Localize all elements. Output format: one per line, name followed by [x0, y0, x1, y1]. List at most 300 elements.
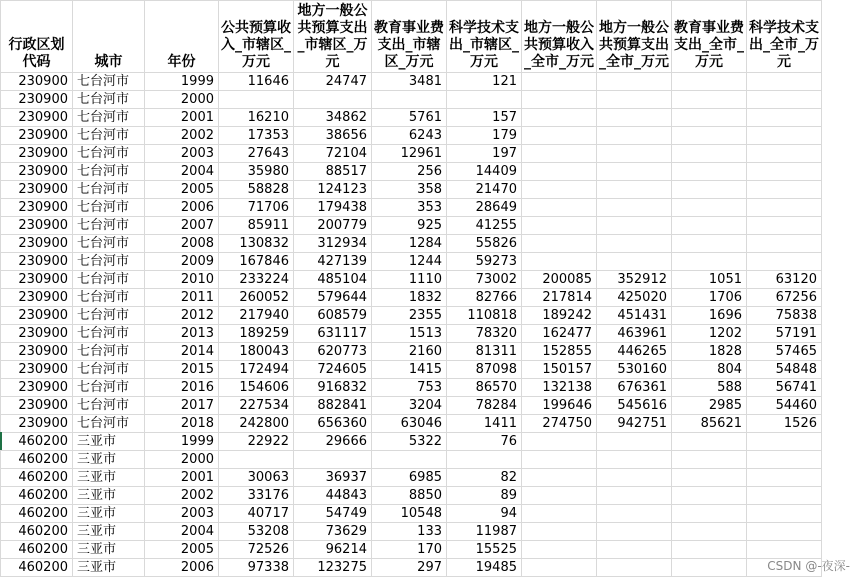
- table-cell[interactable]: [597, 127, 672, 145]
- table-cell[interactable]: [597, 109, 672, 127]
- table-cell[interactable]: [672, 433, 747, 451]
- table-cell[interactable]: 2009: [145, 253, 219, 271]
- table-cell[interactable]: 446265: [597, 343, 672, 361]
- table-cell[interactable]: [672, 451, 747, 469]
- table-cell[interactable]: 8850: [372, 487, 447, 505]
- header-cell[interactable]: 公共预算收入_市辖区_万元: [219, 1, 294, 73]
- table-cell[interactable]: 54460: [747, 397, 822, 415]
- table-cell[interactable]: 5322: [372, 433, 447, 451]
- table-cell[interactable]: 170: [372, 541, 447, 559]
- table-cell[interactable]: [747, 253, 822, 271]
- table-cell[interactable]: [522, 73, 597, 91]
- table-cell[interactable]: 三亚市: [73, 487, 145, 505]
- table-cell[interactable]: [672, 469, 747, 487]
- table-cell[interactable]: 82766: [447, 289, 522, 307]
- table-cell[interactable]: 2010: [145, 271, 219, 289]
- table-cell[interactable]: 3204: [372, 397, 447, 415]
- header-cell[interactable]: 教育事业费支出_全市_万元: [672, 1, 747, 73]
- table-cell[interactable]: [522, 181, 597, 199]
- table-cell[interactable]: 1244: [372, 253, 447, 271]
- table-cell[interactable]: 110818: [447, 307, 522, 325]
- table-cell[interactable]: 631117: [294, 325, 372, 343]
- table-cell[interactable]: 七台河市: [73, 199, 145, 217]
- table-cell[interactable]: 21470: [447, 181, 522, 199]
- table-cell[interactable]: 29666: [294, 433, 372, 451]
- table-cell[interactable]: 2000: [145, 451, 219, 469]
- table-cell[interactable]: 1202: [672, 325, 747, 343]
- table-cell[interactable]: 942751: [597, 415, 672, 433]
- table-cell[interactable]: 2011: [145, 289, 219, 307]
- table-cell[interactable]: [522, 199, 597, 217]
- table-cell[interactable]: 七台河市: [73, 181, 145, 199]
- table-cell[interactable]: 七台河市: [73, 73, 145, 91]
- table-cell[interactable]: 230900: [1, 109, 73, 127]
- table-cell[interactable]: 256: [372, 163, 447, 181]
- table-cell[interactable]: 16210: [219, 109, 294, 127]
- table-cell[interactable]: 230900: [1, 235, 73, 253]
- table-cell[interactable]: [672, 145, 747, 163]
- table-cell[interactable]: 七台河市: [73, 163, 145, 181]
- table-cell[interactable]: 57191: [747, 325, 822, 343]
- table-cell[interactable]: 41255: [447, 217, 522, 235]
- table-cell[interactable]: 97338: [219, 559, 294, 577]
- table-cell[interactable]: [672, 73, 747, 91]
- table-cell[interactable]: 121: [447, 73, 522, 91]
- table-cell[interactable]: [597, 217, 672, 235]
- table-cell[interactable]: 608579: [294, 307, 372, 325]
- table-cell[interactable]: 312934: [294, 235, 372, 253]
- table-cell[interactable]: 463961: [597, 325, 672, 343]
- table-cell[interactable]: [747, 127, 822, 145]
- table-cell[interactable]: 78320: [447, 325, 522, 343]
- table-cell[interactable]: 2355: [372, 307, 447, 325]
- table-cell[interactable]: 七台河市: [73, 307, 145, 325]
- table-cell[interactable]: 22922: [219, 433, 294, 451]
- table-cell[interactable]: [672, 541, 747, 559]
- table-cell[interactable]: 6243: [372, 127, 447, 145]
- table-cell[interactable]: 230900: [1, 217, 73, 235]
- table-cell[interactable]: 1513: [372, 325, 447, 343]
- table-cell[interactable]: 230900: [1, 415, 73, 433]
- table-cell[interactable]: [747, 469, 822, 487]
- table-cell[interactable]: 200085: [522, 271, 597, 289]
- table-cell[interactable]: 189242: [522, 307, 597, 325]
- header-cell[interactable]: 行政区划代码: [1, 1, 73, 73]
- table-cell[interactable]: 2017: [145, 397, 219, 415]
- table-cell[interactable]: [597, 487, 672, 505]
- table-cell[interactable]: [522, 469, 597, 487]
- table-cell[interactable]: 58828: [219, 181, 294, 199]
- table-cell[interactable]: 七台河市: [73, 109, 145, 127]
- table-cell[interactable]: [597, 451, 672, 469]
- table-cell[interactable]: [597, 199, 672, 217]
- table-cell[interactable]: [597, 145, 672, 163]
- table-cell[interactable]: [747, 433, 822, 451]
- table-cell[interactable]: 230900: [1, 127, 73, 145]
- table-cell[interactable]: 40717: [219, 505, 294, 523]
- table-cell[interactable]: 2005: [145, 541, 219, 559]
- table-cell[interactable]: 七台河市: [73, 253, 145, 271]
- header-cell[interactable]: 科学技术支出_市辖区_万元: [447, 1, 522, 73]
- table-cell[interactable]: 753: [372, 379, 447, 397]
- table-cell[interactable]: 55826: [447, 235, 522, 253]
- table-cell[interactable]: 17353: [219, 127, 294, 145]
- table-cell[interactable]: 230900: [1, 307, 73, 325]
- table-cell[interactable]: 804: [672, 361, 747, 379]
- table-cell[interactable]: 724605: [294, 361, 372, 379]
- table-cell[interactable]: [672, 253, 747, 271]
- table-cell[interactable]: 19485: [447, 559, 522, 577]
- table-cell[interactable]: 七台河市: [73, 325, 145, 343]
- table-cell[interactable]: [522, 109, 597, 127]
- table-cell[interactable]: [747, 109, 822, 127]
- table-cell[interactable]: 130832: [219, 235, 294, 253]
- table-cell[interactable]: [672, 235, 747, 253]
- table-cell[interactable]: 157: [447, 109, 522, 127]
- table-cell[interactable]: 63120: [747, 271, 822, 289]
- table-cell[interactable]: [597, 73, 672, 91]
- table-cell[interactable]: [747, 217, 822, 235]
- header-cell[interactable]: 地方一般公共预算支出_全市_万元: [597, 1, 672, 73]
- table-cell[interactable]: [447, 91, 522, 109]
- table-cell[interactable]: 七台河市: [73, 289, 145, 307]
- table-cell[interactable]: [447, 451, 522, 469]
- table-cell[interactable]: [522, 505, 597, 523]
- table-cell[interactable]: [672, 127, 747, 145]
- table-cell[interactable]: 230900: [1, 199, 73, 217]
- table-cell[interactable]: 2015: [145, 361, 219, 379]
- table-cell[interactable]: 67256: [747, 289, 822, 307]
- table-cell[interactable]: [747, 199, 822, 217]
- table-cell[interactable]: [672, 163, 747, 181]
- table-cell[interactable]: 2004: [145, 523, 219, 541]
- table-cell[interactable]: [522, 145, 597, 163]
- table-cell[interactable]: 73629: [294, 523, 372, 541]
- table-cell[interactable]: 242800: [219, 415, 294, 433]
- table-cell[interactable]: 85911: [219, 217, 294, 235]
- table-cell[interactable]: [747, 181, 822, 199]
- table-cell[interactable]: 1696: [672, 307, 747, 325]
- table-cell[interactable]: 38656: [294, 127, 372, 145]
- table-cell[interactable]: 44843: [294, 487, 372, 505]
- table-cell[interactable]: 297: [372, 559, 447, 577]
- table-cell[interactable]: [597, 559, 672, 577]
- table-cell[interactable]: 167846: [219, 253, 294, 271]
- table-cell[interactable]: 620773: [294, 343, 372, 361]
- table-cell[interactable]: 56741: [747, 379, 822, 397]
- table-cell[interactable]: [597, 163, 672, 181]
- table-cell[interactable]: 485104: [294, 271, 372, 289]
- table-cell[interactable]: 1706: [672, 289, 747, 307]
- table-cell[interactable]: 10548: [372, 505, 447, 523]
- table-cell[interactable]: 96214: [294, 541, 372, 559]
- table-cell[interactable]: 152855: [522, 343, 597, 361]
- table-cell[interactable]: 85621: [672, 415, 747, 433]
- table-cell[interactable]: 179438: [294, 199, 372, 217]
- table-cell[interactable]: 七台河市: [73, 361, 145, 379]
- table-cell[interactable]: [522, 523, 597, 541]
- table-cell[interactable]: 230900: [1, 145, 73, 163]
- table-cell[interactable]: 2985: [672, 397, 747, 415]
- table-cell[interactable]: 274750: [522, 415, 597, 433]
- table-cell[interactable]: 七台河市: [73, 415, 145, 433]
- table-cell[interactable]: 57465: [747, 343, 822, 361]
- table-cell[interactable]: 230900: [1, 253, 73, 271]
- table-cell[interactable]: 11646: [219, 73, 294, 91]
- table-cell[interactable]: 133: [372, 523, 447, 541]
- table-cell[interactable]: [672, 505, 747, 523]
- table-cell[interactable]: [747, 91, 822, 109]
- table-cell[interactable]: [747, 505, 822, 523]
- table-cell[interactable]: 2003: [145, 145, 219, 163]
- table-cell[interactable]: 82: [447, 469, 522, 487]
- table-cell[interactable]: 230900: [1, 181, 73, 199]
- table-cell[interactable]: [522, 217, 597, 235]
- table-cell[interactable]: 2006: [145, 559, 219, 577]
- table-cell[interactable]: 三亚市: [73, 433, 145, 451]
- table-cell[interactable]: [747, 235, 822, 253]
- table-cell[interactable]: 七台河市: [73, 379, 145, 397]
- table-cell[interactable]: 七台河市: [73, 271, 145, 289]
- table-cell[interactable]: [597, 235, 672, 253]
- table-cell[interactable]: 三亚市: [73, 469, 145, 487]
- table-cell[interactable]: 2000: [145, 91, 219, 109]
- table-cell[interactable]: 1415: [372, 361, 447, 379]
- table-cell[interactable]: [597, 469, 672, 487]
- table-cell[interactable]: 230900: [1, 379, 73, 397]
- table-cell[interactable]: [219, 91, 294, 109]
- table-cell[interactable]: 358: [372, 181, 447, 199]
- table-cell[interactable]: [522, 541, 597, 559]
- table-cell[interactable]: 35980: [219, 163, 294, 181]
- table-cell[interactable]: [522, 433, 597, 451]
- table-cell[interactable]: [747, 487, 822, 505]
- table-cell[interactable]: [672, 559, 747, 577]
- table-cell[interactable]: 59273: [447, 253, 522, 271]
- table-cell[interactable]: 230900: [1, 271, 73, 289]
- table-cell[interactable]: 76: [447, 433, 522, 451]
- table-cell[interactable]: 63046: [372, 415, 447, 433]
- table-cell[interactable]: 34862: [294, 109, 372, 127]
- table-cell[interactable]: 72526: [219, 541, 294, 559]
- table-cell[interactable]: [672, 91, 747, 109]
- table-cell[interactable]: [597, 541, 672, 559]
- table-cell[interactable]: 197: [447, 145, 522, 163]
- table-cell[interactable]: 2016: [145, 379, 219, 397]
- table-cell[interactable]: 三亚市: [73, 541, 145, 559]
- table-cell[interactable]: [522, 487, 597, 505]
- table-cell[interactable]: 2007: [145, 217, 219, 235]
- table-cell[interactable]: 78284: [447, 397, 522, 415]
- table-cell[interactable]: [372, 451, 447, 469]
- table-cell[interactable]: 150157: [522, 361, 597, 379]
- table-cell[interactable]: 230900: [1, 325, 73, 343]
- table-cell[interactable]: 36937: [294, 469, 372, 487]
- table-cell[interactable]: 71706: [219, 199, 294, 217]
- table-cell[interactable]: 217814: [522, 289, 597, 307]
- table-cell[interactable]: 54848: [747, 361, 822, 379]
- table-cell[interactable]: 27643: [219, 145, 294, 163]
- table-cell[interactable]: 230900: [1, 361, 73, 379]
- table-cell[interactable]: 676361: [597, 379, 672, 397]
- table-cell[interactable]: 2002: [145, 127, 219, 145]
- table-cell[interactable]: 451431: [597, 307, 672, 325]
- table-cell[interactable]: 154606: [219, 379, 294, 397]
- table-cell[interactable]: 88517: [294, 163, 372, 181]
- table-cell[interactable]: 230900: [1, 289, 73, 307]
- table-cell[interactable]: [597, 91, 672, 109]
- table-cell[interactable]: 2160: [372, 343, 447, 361]
- table-cell[interactable]: 30063: [219, 469, 294, 487]
- table-cell[interactable]: 579644: [294, 289, 372, 307]
- table-cell[interactable]: 427139: [294, 253, 372, 271]
- table-cell[interactable]: 1051: [672, 271, 747, 289]
- table-cell[interactable]: 七台河市: [73, 235, 145, 253]
- table-cell[interactable]: 2018: [145, 415, 219, 433]
- table-cell[interactable]: 72104: [294, 145, 372, 163]
- table-cell[interactable]: 916832: [294, 379, 372, 397]
- table-cell[interactable]: 94: [447, 505, 522, 523]
- table-cell[interactable]: 三亚市: [73, 451, 145, 469]
- table-cell[interactable]: [294, 451, 372, 469]
- table-cell[interactable]: [372, 91, 447, 109]
- table-cell[interactable]: [522, 91, 597, 109]
- table-cell[interactable]: 2008: [145, 235, 219, 253]
- table-cell[interactable]: 460200: [1, 523, 73, 541]
- table-cell[interactable]: 81311: [447, 343, 522, 361]
- table-cell[interactable]: 260052: [219, 289, 294, 307]
- header-cell[interactable]: 教育事业费支出_市辖区_万元: [372, 1, 447, 73]
- table-cell[interactable]: 1832: [372, 289, 447, 307]
- table-cell[interactable]: 2014: [145, 343, 219, 361]
- table-cell[interactable]: 2006: [145, 199, 219, 217]
- table-cell[interactable]: 89: [447, 487, 522, 505]
- table-cell[interactable]: [672, 181, 747, 199]
- table-cell[interactable]: 180043: [219, 343, 294, 361]
- table-cell[interactable]: 1828: [672, 343, 747, 361]
- table-cell[interactable]: 189259: [219, 325, 294, 343]
- table-cell[interactable]: 460200: [1, 451, 73, 469]
- table-cell[interactable]: 2013: [145, 325, 219, 343]
- table-cell[interactable]: 七台河市: [73, 397, 145, 415]
- table-cell[interactable]: 2005: [145, 181, 219, 199]
- table-cell[interactable]: [672, 487, 747, 505]
- table-cell[interactable]: [747, 163, 822, 181]
- table-cell[interactable]: 七台河市: [73, 91, 145, 109]
- table-cell[interactable]: 460200: [1, 433, 73, 451]
- header-cell[interactable]: 城市: [73, 1, 145, 73]
- table-cell[interactable]: [597, 505, 672, 523]
- table-cell[interactable]: 三亚市: [73, 559, 145, 577]
- table-cell[interactable]: 353: [372, 199, 447, 217]
- table-cell[interactable]: [522, 235, 597, 253]
- table-cell[interactable]: 12961: [372, 145, 447, 163]
- table-cell[interactable]: 200779: [294, 217, 372, 235]
- table-cell[interactable]: 352912: [597, 271, 672, 289]
- table-cell[interactable]: 1284: [372, 235, 447, 253]
- table-cell[interactable]: 2003: [145, 505, 219, 523]
- table-cell[interactable]: 230900: [1, 343, 73, 361]
- table-cell[interactable]: [747, 541, 822, 559]
- table-cell[interactable]: 460200: [1, 559, 73, 577]
- table-cell[interactable]: [522, 559, 597, 577]
- table-cell[interactable]: [747, 145, 822, 163]
- table-cell[interactable]: 54749: [294, 505, 372, 523]
- table-cell[interactable]: 460200: [1, 469, 73, 487]
- table-cell[interactable]: 2001: [145, 469, 219, 487]
- table-cell[interactable]: 53208: [219, 523, 294, 541]
- table-cell[interactable]: 425020: [597, 289, 672, 307]
- table-cell[interactable]: 230900: [1, 73, 73, 91]
- table-cell[interactable]: 1999: [145, 73, 219, 91]
- header-cell[interactable]: 年份: [145, 1, 219, 73]
- table-cell[interactable]: [522, 163, 597, 181]
- table-cell[interactable]: 545616: [597, 397, 672, 415]
- table-cell[interactable]: [294, 91, 372, 109]
- table-cell[interactable]: 1110: [372, 271, 447, 289]
- table-cell[interactable]: 2002: [145, 487, 219, 505]
- table-cell[interactable]: [597, 523, 672, 541]
- header-cell[interactable]: 地方一般公共预算支出_市辖区_万元: [294, 1, 372, 73]
- table-cell[interactable]: [597, 433, 672, 451]
- table-cell[interactable]: [219, 451, 294, 469]
- header-cell[interactable]: 地方一般公共预算收入_全市_万元: [522, 1, 597, 73]
- table-cell[interactable]: 530160: [597, 361, 672, 379]
- table-cell[interactable]: 217940: [219, 307, 294, 325]
- table-cell[interactable]: 15525: [447, 541, 522, 559]
- table-cell[interactable]: [747, 451, 822, 469]
- table-cell[interactable]: 123275: [294, 559, 372, 577]
- table-cell[interactable]: 86570: [447, 379, 522, 397]
- table-cell[interactable]: [672, 109, 747, 127]
- table-cell[interactable]: [522, 127, 597, 145]
- table-cell[interactable]: 172494: [219, 361, 294, 379]
- table-cell[interactable]: 882841: [294, 397, 372, 415]
- table-cell[interactable]: 1526: [747, 415, 822, 433]
- table-cell[interactable]: 2004: [145, 163, 219, 181]
- table-cell[interactable]: 73002: [447, 271, 522, 289]
- table-cell[interactable]: [672, 217, 747, 235]
- table-cell[interactable]: 925: [372, 217, 447, 235]
- table-cell[interactable]: 28649: [447, 199, 522, 217]
- table-cell[interactable]: 230900: [1, 91, 73, 109]
- table-cell[interactable]: [747, 523, 822, 541]
- table-cell[interactable]: 588: [672, 379, 747, 397]
- table-cell[interactable]: 460200: [1, 541, 73, 559]
- table-cell[interactable]: 199646: [522, 397, 597, 415]
- table-cell[interactable]: 2012: [145, 307, 219, 325]
- table-cell[interactable]: [747, 73, 822, 91]
- table-cell[interactable]: 230900: [1, 397, 73, 415]
- header-cell[interactable]: 科学技术支出_全市_万元: [747, 1, 822, 73]
- table-cell[interactable]: 2001: [145, 109, 219, 127]
- table-cell[interactable]: 七台河市: [73, 343, 145, 361]
- table-cell[interactable]: 三亚市: [73, 505, 145, 523]
- table-cell[interactable]: 230900: [1, 163, 73, 181]
- table-cell[interactable]: 227534: [219, 397, 294, 415]
- table-cell[interactable]: 三亚市: [73, 523, 145, 541]
- table-cell[interactable]: 233224: [219, 271, 294, 289]
- table-cell[interactable]: 33176: [219, 487, 294, 505]
- table-cell[interactable]: 1999: [145, 433, 219, 451]
- table-cell[interactable]: 179: [447, 127, 522, 145]
- table-cell[interactable]: [597, 253, 672, 271]
- table-cell[interactable]: 11987: [447, 523, 522, 541]
- table-cell[interactable]: 87098: [447, 361, 522, 379]
- table-cell[interactable]: [522, 253, 597, 271]
- table-cell[interactable]: 460200: [1, 505, 73, 523]
- table-cell[interactable]: 3481: [372, 73, 447, 91]
